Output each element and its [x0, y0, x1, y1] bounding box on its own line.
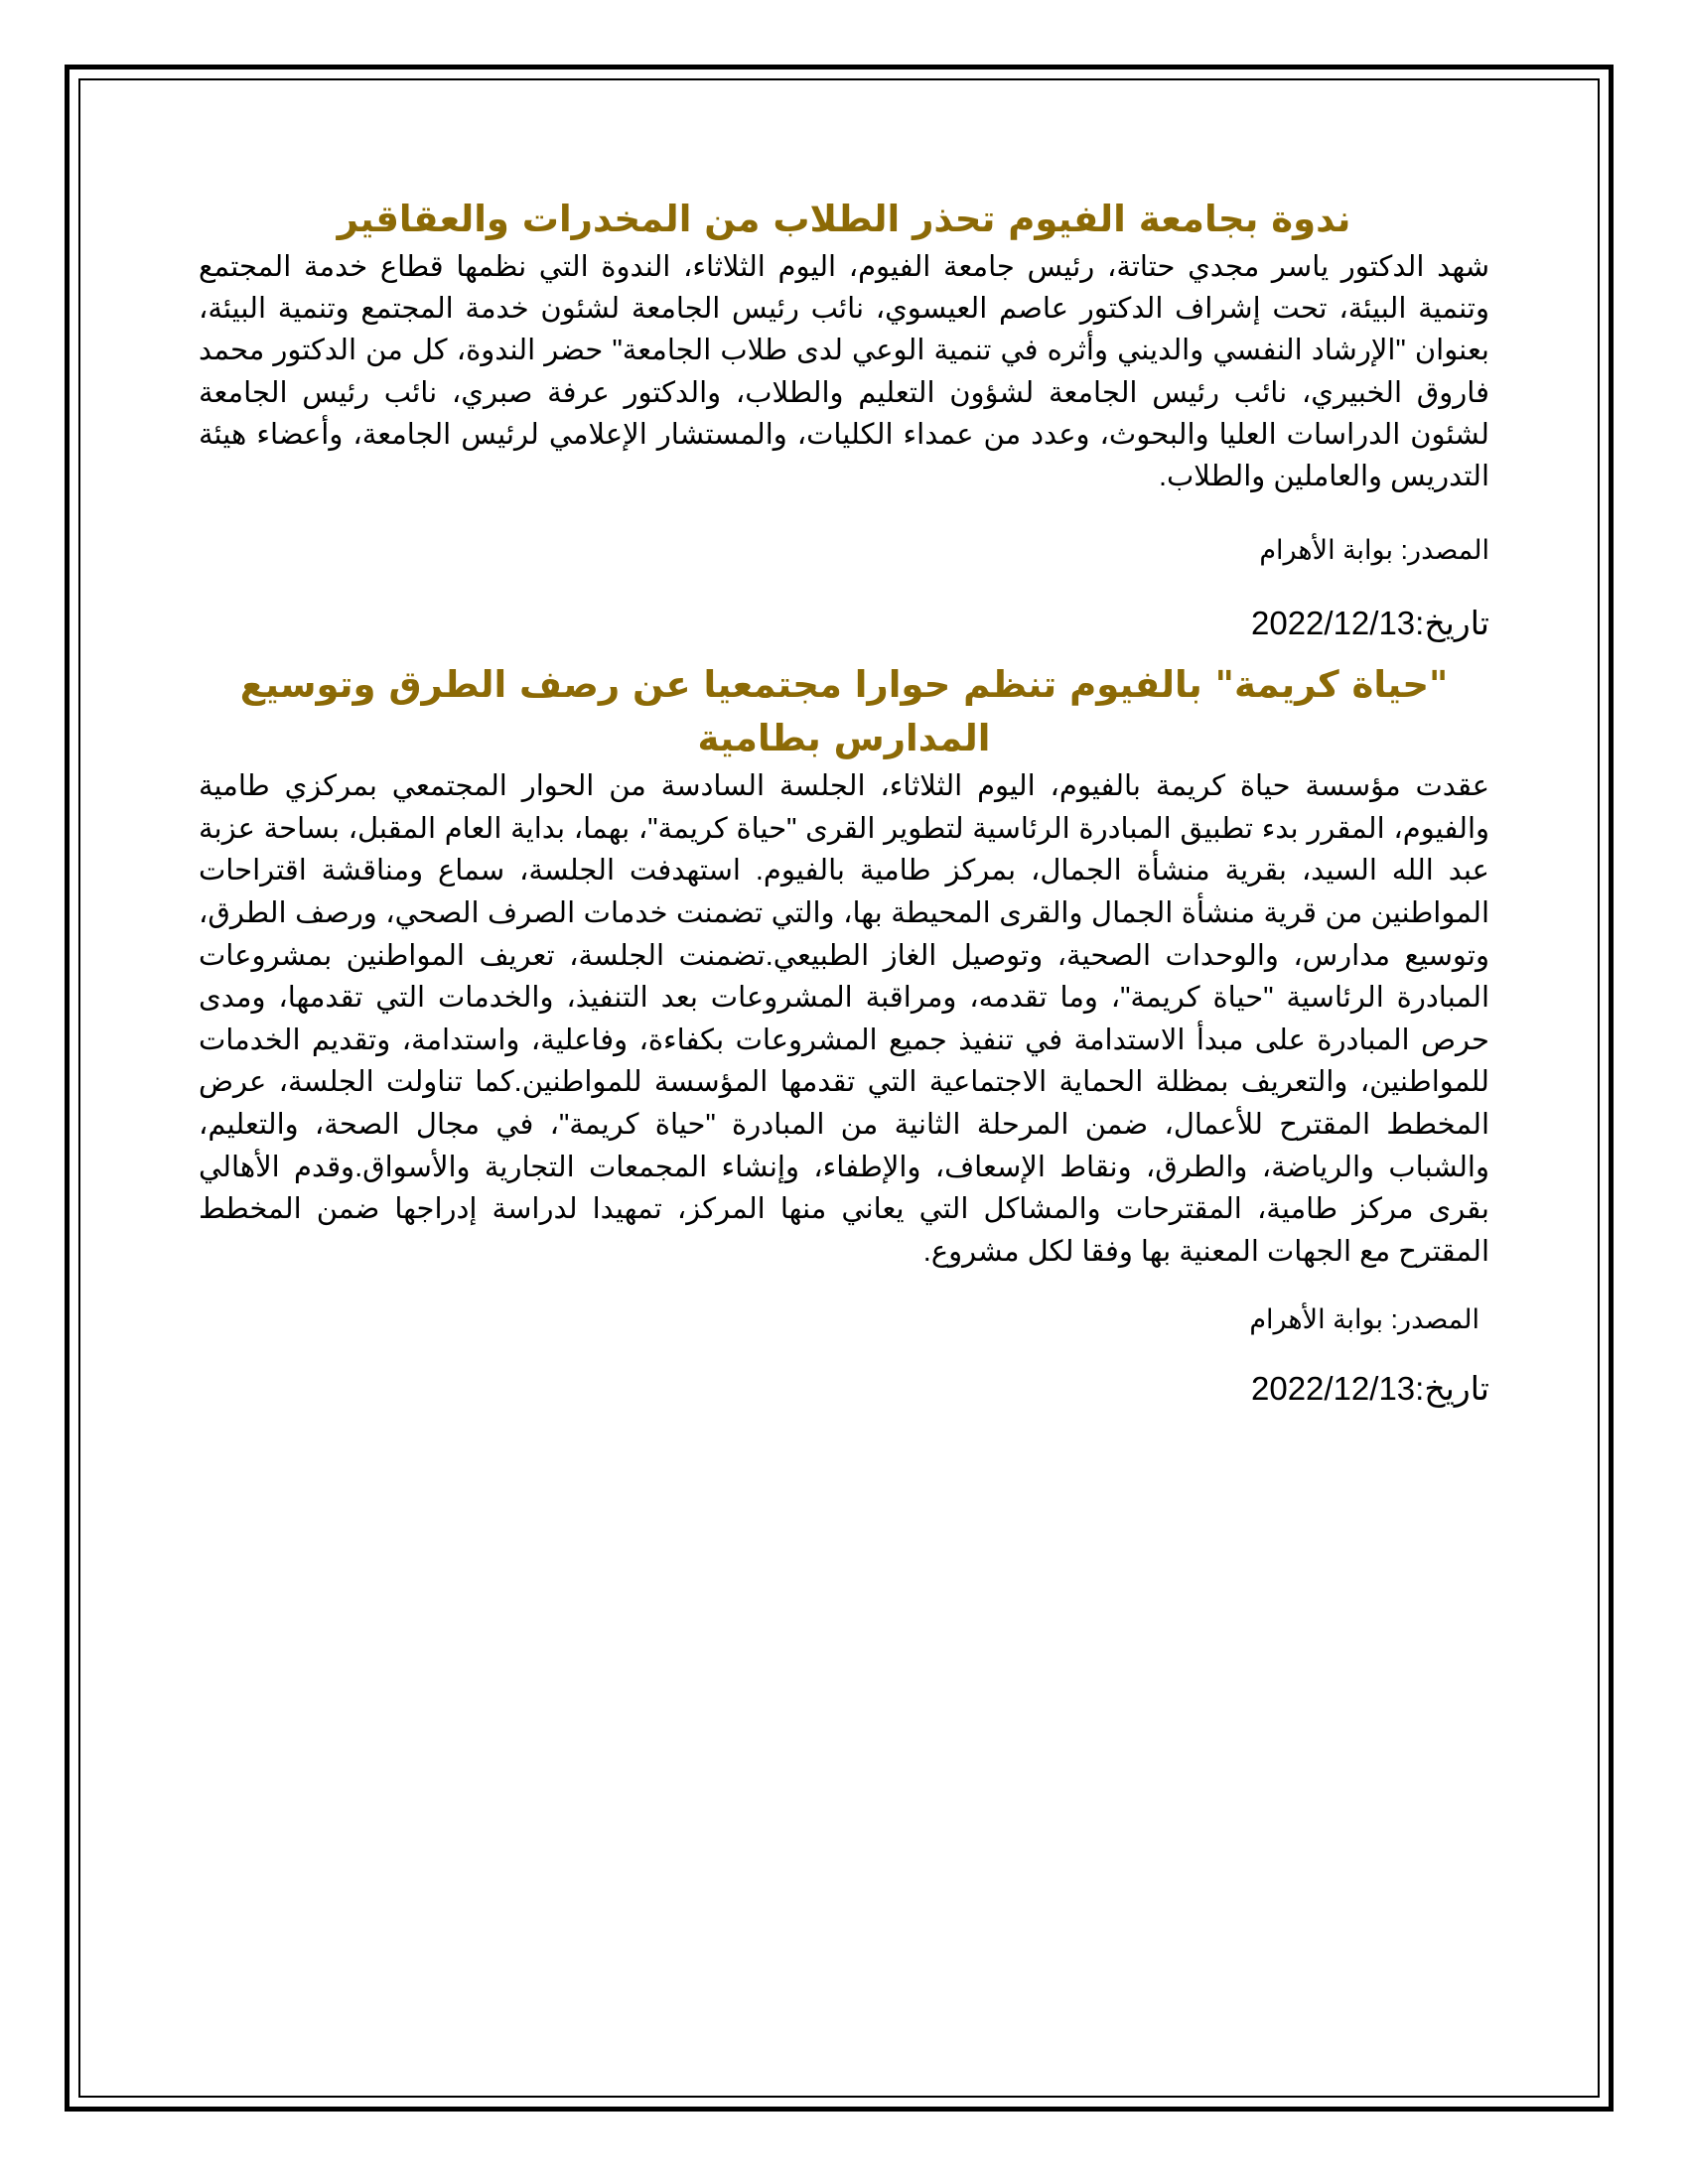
article-source: المصدر: بوابة الأهرام — [1259, 535, 1489, 566]
article-body: شهد الدكتور ياسر مجدي حتاتة، رئيس جامعة الفيوم، اليوم الثلاثاء، الندوة التي نظمها قطاع خدمة المجتمع وتنمية البيئة، تحت إشراف الدكتور عاصم العيسوي، نائب رئيس الجامعة لشئون خدمة المجتمع وتنمية البيئة، بعنوان "الإرشاد النفسي والديني وأثره في تنمية الوعي لدى طلاب الجامعة" حضر الندوة، كل من الدكتور محمد فاروق الخبيري، نائب رئيس الجامعة لشؤون التعليم والطلاب، والدكتور عرفة صبري، نائب رئيس الجامعة لشئون الدراسات العليا والبحوث، وعدد من عمداء الكليات، والمستشار الإعلامي لرئيس الجامعة، وأعضاء هيئة التدريس والعاملين والطلاب. — [199, 251, 1489, 493]
article-date: تاريخ:2022/12/13 — [1250, 605, 1489, 642]
document-content — [199, 195, 1489, 1406]
article-headline: ندوة بجامعة الفيوم تحذر الطلاب من المخدرات والعقاقير — [337, 198, 1351, 240]
article-date: تاريخ:2022/12/13 — [1250, 1370, 1489, 1408]
article-source: المصدر: بوابة الأهرام — [1249, 1304, 1479, 1335]
article-body: عقدت مؤسسة حياة كريمة بالفيوم، اليوم الثلاثاء، الجلسة السادسة من الحوار المجتمعي بمركزي طامية والفيوم، المقرر بدء تطبيق المبادرة الرئاسية لتطوير القرى "حياة كريمة"، بهما، بداية العام المقبل، بساحة عزبة عبد الله السيد، بقرية منشأة الجمال، بمركز طامية بالفيوم. استهدفت الجلسة، سماع ومناقشة اقتراحات المواطنين من قرية منشأة الجمال والقرى المحيطة بها، والتي تضمنت خدمات الصرف الصحي، ورصف الطرق، وتوسيع مدارس، والوحدات الصحية، وتوصيل الغاز الطبيعي.تضمنت الجلسة، تعريف المواطنين بمشروعات المبادرة الرئاسية "حياة كريمة"، وما تقدمه، ومراقبة المشروعات بعد التنفيذ، والخدمات التي تقدمها، ومدى حرص المبادرة على مبدأ الاستدامة في تنفيذ جميع المشروعات بكفاءة، وفاعلية، واستدامة، وتقديم الخدمات للمواطنين، والتعريف بمظلة الحماية الاجتماعية التي تقدمها المؤسسة للمواطنين.كما تناولت الجلسة، عرض المخطط المقترح للأعمال، ضمن المرحلة الثانية من المبادرة "حياة كريمة"، في مجال الصحة، والتعليم، والشباب والرياضة، والطرق، ونقاط الإسعاف، والإطفاء، وإنشاء المجمعات التجارية والأسواق.وقدم الأهالي بقرى مركز طامية، المقترحات والمشاكل التي يعاني منها المركز، تمهيدا لدراسة إدراجها ضمن المخطط المقترح مع الجهات المعنية بها وفقا لكل مشروع. — [199, 770, 1489, 1268]
article-university-seminar — [199, 195, 1489, 640]
article-headline: "حياة كريمة" بالفيوم تنظم حوارا مجتمعيا عن رصف الطرق وتوسيع المدارس بطامية — [239, 663, 1449, 760]
article-hayah-karima — [199, 658, 1489, 1406]
